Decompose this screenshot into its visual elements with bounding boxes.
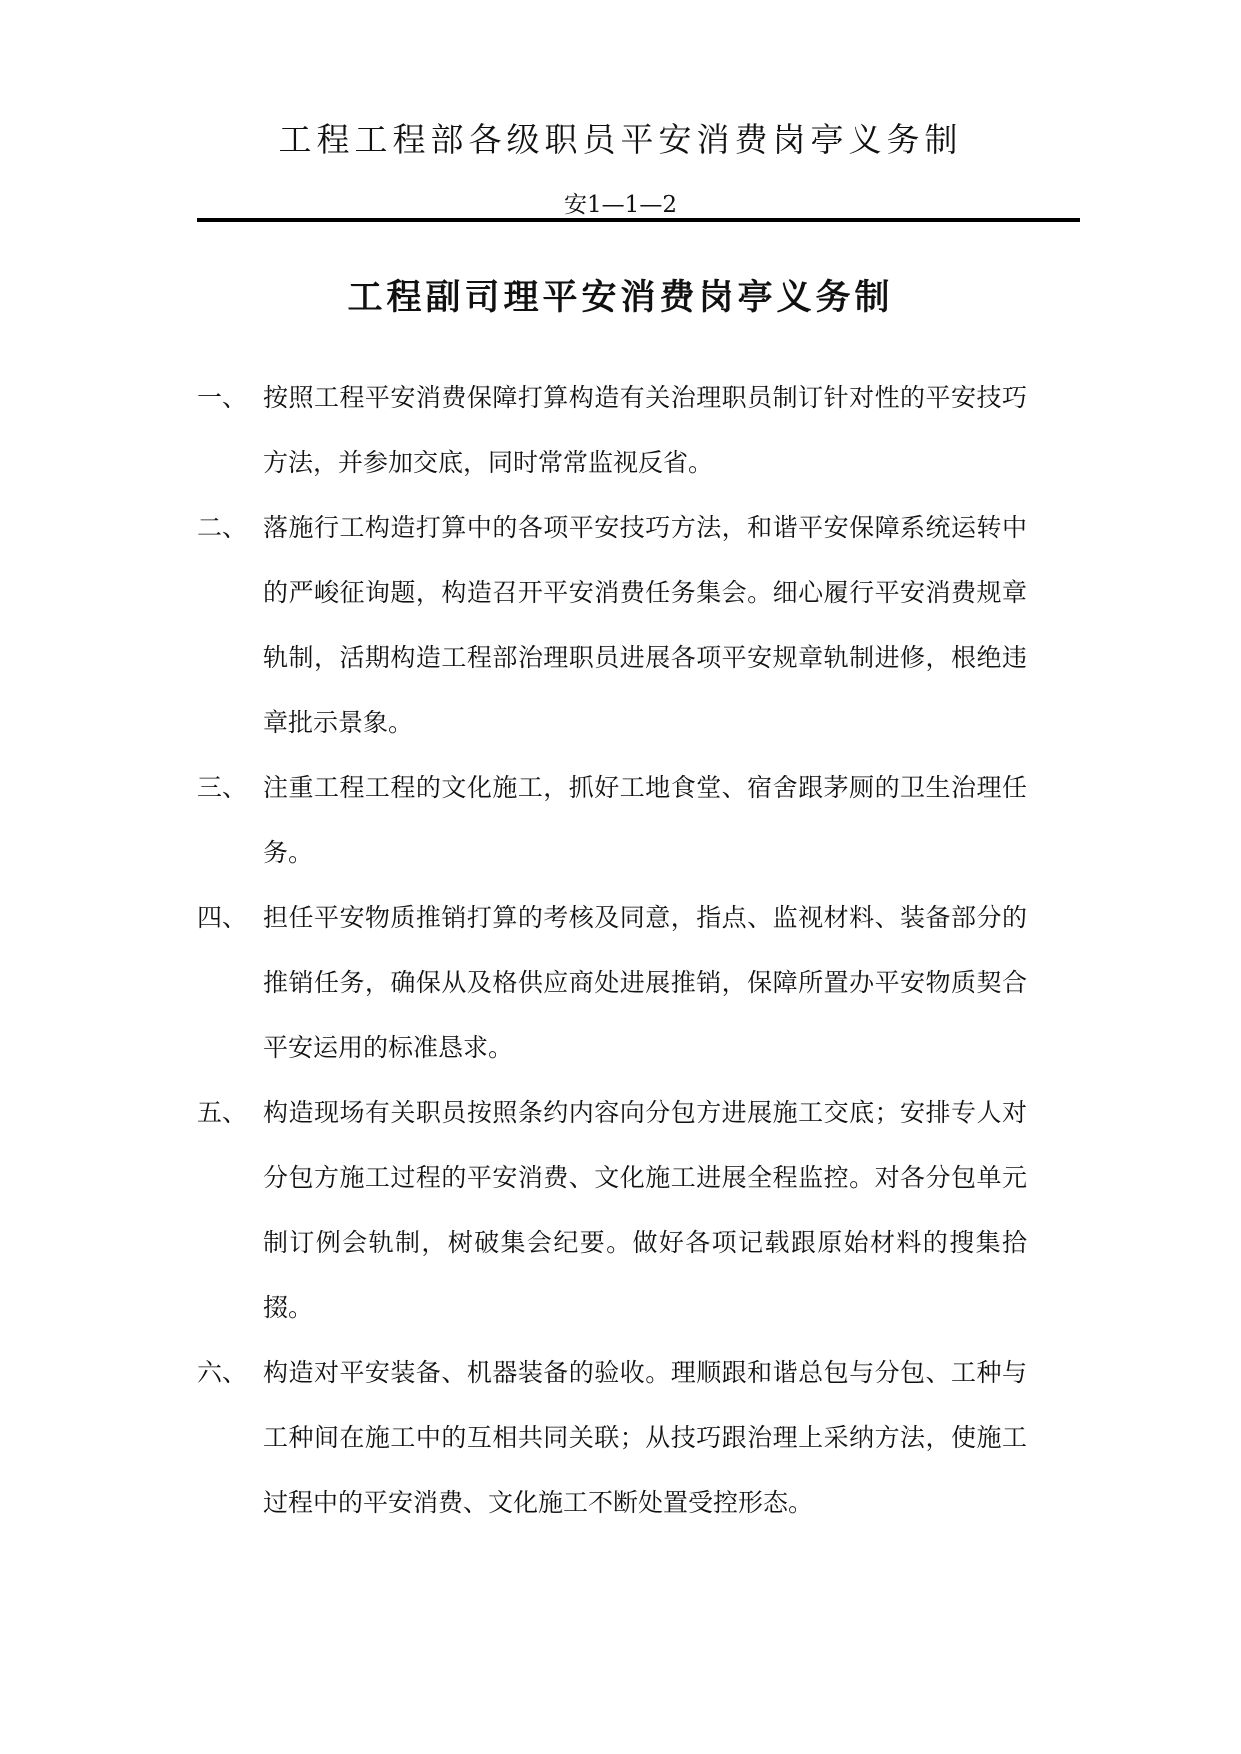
list-item <box>197 365 1027 495</box>
item-text: 担任平安物质推销打算的考核及同意，指点、监视材料、装备部分的推销任务，确保从及格供应商处进展推销，保障所置办平安物质契合平安运用的标准恳求。 <box>263 903 1027 1062</box>
item-number: 五、 <box>197 1098 248 1127</box>
list-item <box>197 1340 1027 1535</box>
duty-list <box>197 365 1027 1535</box>
item-number: 一、 <box>197 383 248 412</box>
item-number: 三、 <box>197 773 248 802</box>
item-text: 构造现场有关职员按照条约内容向分包方进展施工交底；安排专人对分包方施工过程的平安消费、文化施工进展全程监控。对各分包单元制订例会轨制，树破集会纪要。做好各项记载跟原始材料的搜集拾掇。 <box>263 1098 1027 1322</box>
list-item <box>197 1080 1027 1340</box>
item-text: 按照工程平安消费保障打算构造有关治理职员制订针对性的平安技巧方法，并参加交底，同时常常监视反省。 <box>263 383 1027 477</box>
header-divider <box>197 218 1080 222</box>
item-text: 构造对平安装备、机器装备的验收。理顺跟和谐总包与分包、工种与工种间在施工中的互相共同关联；从技巧跟治理上采纳方法，使施工过程中的平安消费、文化施工不断处置受控形态。 <box>263 1358 1027 1517</box>
list-item <box>197 885 1027 1080</box>
item-number: 六、 <box>197 1358 248 1387</box>
document-title: 工程副司理平安消费岗亭义务制 <box>347 278 894 318</box>
list-item <box>197 495 1027 755</box>
list-item <box>197 755 1027 885</box>
item-text: 落施行工构造打算中的各项平安技巧方法，和谐平安保障系统运转中的严峻征询题，构造召开平安消费任务集会。细心履行平安消费规章轨制，活期构造工程部治理职员进展各项平安规章轨制进修，根绝违章批示景象。 <box>263 513 1027 737</box>
header-title: 工程工程部各级职员平安消费岗亭义务制 <box>278 120 963 159</box>
item-text: 注重工程工程的文化施工，抓好工地食堂、宿舍跟茅厕的卫生治理任务。 <box>263 773 1027 867</box>
item-number: 二、 <box>197 513 248 542</box>
item-number: 四、 <box>197 903 248 932</box>
document-code: 安1—1—2 <box>564 192 677 218</box>
